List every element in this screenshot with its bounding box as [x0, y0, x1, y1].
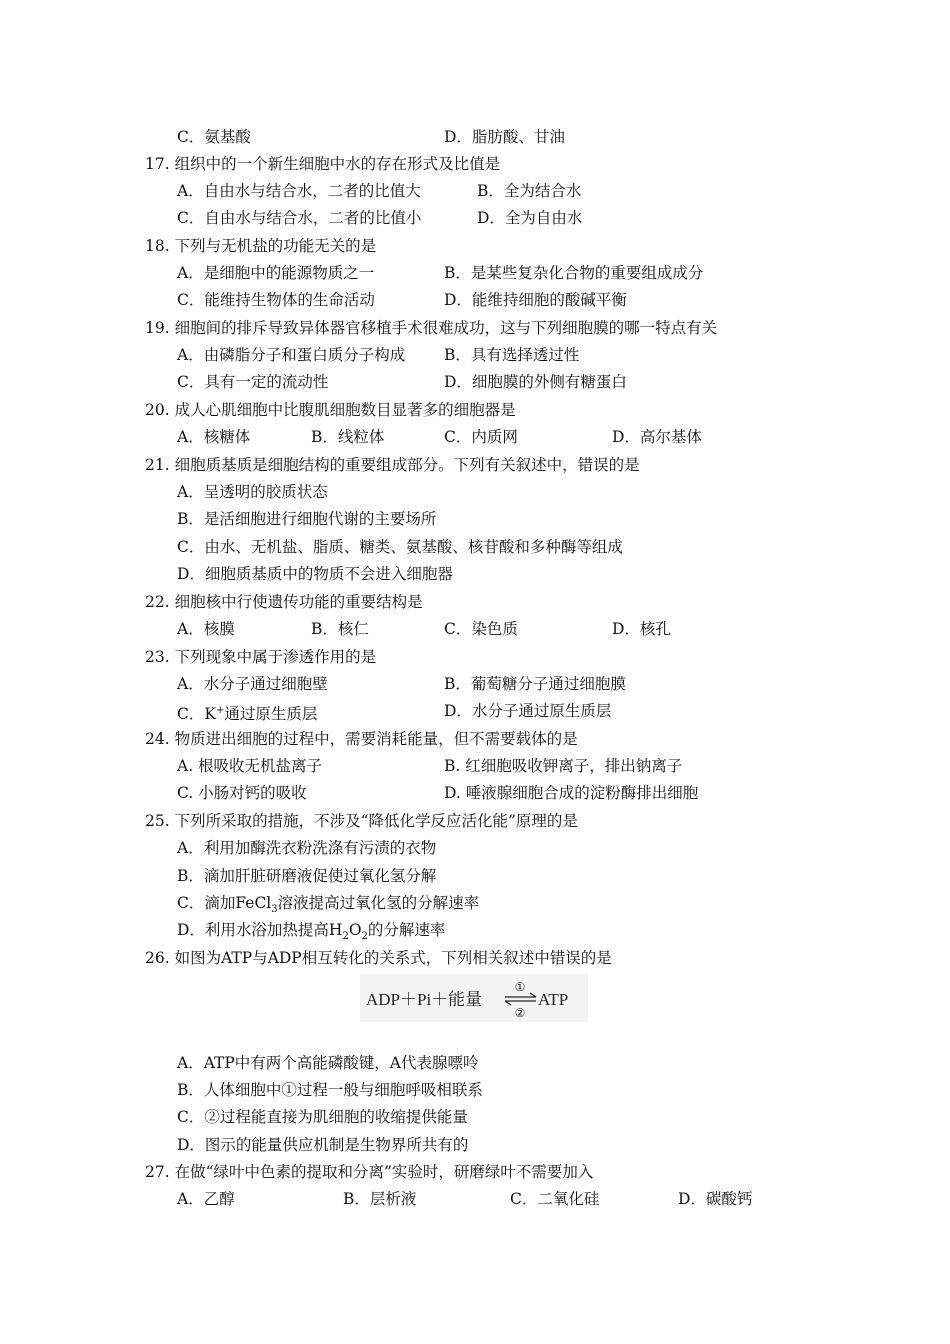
q23-option-c-prefix: C．K — [177, 705, 216, 724]
q17-option-a: A．自由水与结合水，二者的比值大 — [177, 182, 421, 200]
q23-option-c-superscript: + — [215, 705, 225, 716]
q21-stem: 21. 细胞质基质是细胞结构的重要组成部分。下列有关叙述中，错误的是 — [145, 456, 640, 474]
q25-option-d-o: O — [348, 921, 362, 939]
q25-option-d — [177, 920, 445, 947]
q21-option-c: C．由水、无机盐、脂质、糖类、氨基酸、核苷酸和多种酶等组成 — [177, 538, 623, 556]
q17-stem: 17. 组织中的一个新生细胞中水的存在形式及比值是 — [145, 155, 501, 173]
q26-stem: 26. 如图为ATP与ADP相互转化的关系式，下列相关叙述中错误的是 — [145, 949, 612, 967]
q18-option-a: A．是细胞中的能源物质之一 — [177, 264, 375, 282]
q23-option-c — [177, 701, 317, 724]
q27-option-b: B．层析液 — [343, 1190, 417, 1208]
q20-option-b: B．线粒体 — [311, 428, 385, 446]
q24-option-d: D. 唾液腺细胞合成的淀粉酶排出细胞 — [444, 784, 699, 802]
q17-option-d: D．全为自由水 — [477, 209, 583, 227]
q26-option-a: A．ATP中有两个高能磷酸键，A代表腺嘌呤 — [177, 1054, 479, 1072]
q19-option-c: C．具有一定的流动性 — [177, 373, 329, 391]
q20-stem: 20. 成人心肌细胞中比腹肌细胞数目显著多的细胞器是 — [145, 401, 516, 419]
q17-option-c: C．自由水与结合水，二者的比值小 — [177, 209, 422, 227]
q22-option-d: D．核孔 — [612, 620, 671, 638]
q19-stem: 19. 细胞间的排斥导致异体器官移植手术很难成功，这与下列细胞膜的哪一特点有关 — [145, 319, 718, 337]
q27-option-a: A．乙醇 — [177, 1190, 235, 1208]
q26-option-d: D．图示的能量供应机制是生物界所共有的 — [177, 1136, 469, 1154]
formula-right-side: ATP — [538, 990, 569, 1009]
q24-stem: 24. 物质进出细胞的过程中，需要消耗能量，但不需要载体的是 — [145, 730, 578, 748]
q20-option-c: C．内质网 — [444, 428, 518, 446]
q24-option-b: B. 红细胞吸收钾离子，排出钠离子 — [444, 757, 683, 775]
q22-option-c: C．染色质 — [444, 620, 518, 638]
q25-option-d-prefix: D．利用水浴加热提高H — [177, 921, 343, 939]
q25-option-c — [177, 893, 479, 920]
q24-option-c: C. 小肠对钙的吸收 — [177, 784, 307, 802]
atp-adp-formula — [360, 974, 588, 1022]
q20-option-d: D．高尔基体 — [612, 428, 702, 446]
q23-option-c-text: 通过原生质层 — [224, 705, 318, 724]
q17-option-b: B．全为结合水 — [477, 182, 582, 200]
formula-mark-forward: ① — [514, 980, 526, 994]
q23-option-a: A．水分子通过细胞壁 — [177, 675, 328, 693]
q23-option-b: B．葡萄糖分子通过细胞膜 — [444, 675, 626, 693]
q18-option-c: C．能维持生物体的生命活动 — [177, 291, 375, 309]
q26-option-b: B．人体细胞中①过程一般与细胞呼吸相联系 — [177, 1081, 483, 1099]
q21-option-d: D．细胞质基质中的物质不会进入细胞器 — [177, 565, 453, 583]
q25-option-c-text: 溶液提高过氧化氢的分解速率 — [277, 894, 480, 912]
q25-option-d-text: 的分解速率 — [367, 921, 446, 939]
q23-stem: 23. 下列现象中属于渗透作用的是 — [145, 648, 377, 666]
q21-option-b: B．是活细胞进行细胞代谢的主要场所 — [177, 510, 437, 528]
q25-option-a: A．利用加酶洗衣粉洗涤有污渍的衣物 — [177, 839, 437, 857]
q25-option-c-prefix: C．滴加FeCl — [177, 894, 272, 912]
q21-option-a: A．呈透明的胶质状态 — [177, 483, 328, 501]
q25-option-d-subscript-1: 2 — [342, 931, 349, 943]
formula-mark-reverse: ② — [514, 1006, 526, 1020]
q27-stem: 27. 在做“绿叶中色素的提取和分离”实验时，研磨绿叶不需要加入 — [145, 1163, 594, 1181]
q25-option-c-subscript: 3 — [271, 904, 278, 916]
q25-option-b: B．滴加肝脏研磨液促使过氧化氢分解 — [177, 867, 437, 885]
q27-option-d: D．碳酸钙 — [678, 1190, 753, 1208]
q19-option-b: B．具有选择透过性 — [444, 346, 580, 364]
q19-option-a: A．由磷脂分子和蛋白质分子构成 — [177, 346, 406, 364]
q27-option-c: C．二氧化硅 — [510, 1190, 600, 1208]
q26-option-c: C．②过程能直接为肌细胞的收缩提供能量 — [177, 1108, 468, 1126]
q25-stem: 25. 下列所采取的措施，不涉及“降低化学反应活化能”原理的是 — [145, 812, 578, 830]
q16-option-d: D．脂肪酸、甘油 — [444, 128, 565, 146]
q24-option-a: A. 根吸收无机盐离子 — [177, 757, 323, 775]
q18-stem: 18. 下列与无机盐的功能无关的是 — [145, 237, 377, 255]
q20-option-a: A．核糖体 — [177, 428, 251, 446]
q22-option-a: A．核膜 — [177, 620, 235, 638]
q25-option-d-subscript-2: 2 — [361, 931, 368, 943]
q18-option-b: B．是某些复杂化合物的重要组成成分 — [444, 264, 704, 282]
q19-option-d: D．细胞膜的外侧有糖蛋白 — [444, 373, 627, 391]
formula-left-side: ADP＋Pi＋能量 — [366, 990, 483, 1009]
q18-option-d: D．能维持细胞的酸碱平衡 — [444, 291, 627, 309]
q22-stem: 22. 细胞核中行使遗传功能的重要结构是 — [145, 593, 423, 611]
q22-option-b: B．核仁 — [311, 620, 369, 638]
q23-option-d: D．水分子通过原生质层 — [444, 702, 612, 720]
reversible-arrow-icon — [505, 993, 536, 1005]
q16-option-c: C．氨基酸 — [177, 128, 251, 146]
